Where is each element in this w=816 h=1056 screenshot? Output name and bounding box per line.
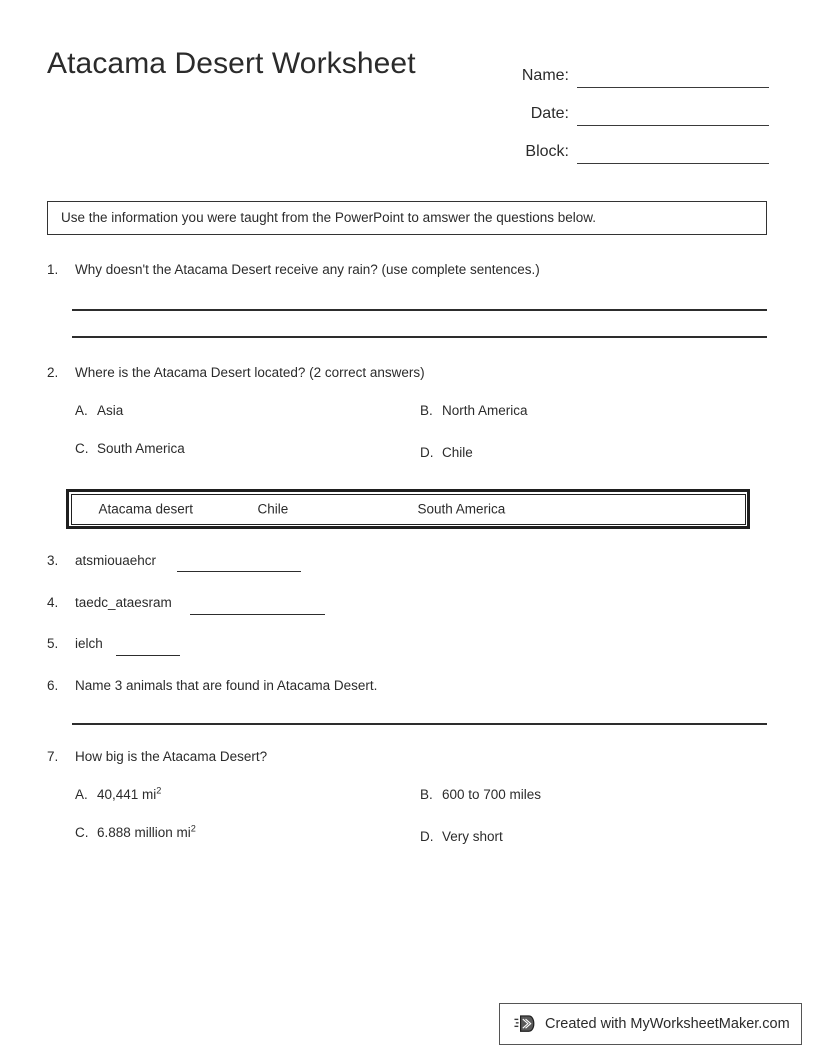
scramble-4-number: 4. — [47, 595, 59, 610]
footer-attribution-badge[interactable] — [499, 1003, 802, 1045]
question-1-answer-line-2[interactable] — [72, 336, 767, 338]
question-7-option-a[interactable] — [75, 787, 161, 802]
instructions-text: Use the information you were taught from the PowerPoint to amswer the questions below. — [61, 210, 597, 225]
student-info-fields — [469, 50, 769, 164]
date-input-line[interactable] — [577, 104, 769, 126]
question-7-option-d-label: Very short — [442, 829, 503, 844]
question-2-option-d-label: Chile — [442, 445, 473, 460]
scramble-4-word: taedc_ataesram — [75, 595, 172, 610]
question-7-text: How big is the Atacama Desert? — [75, 749, 268, 764]
question-2-option-d-letter: D. — [420, 445, 434, 460]
word-bank-inner-border — [71, 494, 746, 525]
date-field-label: Date: — [530, 105, 569, 122]
question-2-option-c[interactable] — [75, 441, 185, 456]
word-bank-box — [66, 489, 750, 529]
scramble-3-number: 3. — [47, 553, 59, 568]
question-2-number: 2. — [47, 365, 59, 380]
question-2-text: Where is the Atacama Desert located? (2 correct answers) — [75, 365, 425, 380]
date-field-row — [469, 88, 769, 126]
word-bank-word-2[interactable]: Chile — [257, 501, 289, 517]
question-1-text: Why doesn't the Atacama Desert receive any rain? (use complete sentences.) — [75, 262, 540, 277]
word-bank-word-3[interactable]: South America — [417, 501, 506, 517]
block-field-label: Block: — [525, 143, 569, 160]
question-7-option-b[interactable] — [420, 787, 541, 802]
question-7-option-b-letter: B. — [420, 787, 433, 802]
page-title: Atacama Desert Worksheet — [47, 47, 416, 80]
question-7-option-a-superscript: 2 — [156, 785, 162, 796]
question-7-option-d[interactable] — [420, 829, 503, 844]
question-6-text: Name 3 animals that are found in Atacama Desert. — [75, 678, 378, 693]
question-7-option-c[interactable] — [75, 825, 196, 840]
question-7-option-b-label: 600 to 700 miles — [442, 787, 542, 802]
question-2-option-b[interactable] — [420, 403, 528, 418]
scramble-4-answer-blank[interactable] — [190, 614, 325, 615]
footer-attribution-text: Created with MyWorksheetMaker.com — [545, 1016, 790, 1032]
question-2-option-a-label: Asia — [97, 403, 124, 418]
instructions-box — [47, 201, 767, 235]
scramble-3-answer-blank[interactable] — [177, 571, 301, 572]
name-field-row — [469, 50, 769, 88]
scramble-5-word: ielch — [75, 636, 103, 651]
worksheet-header — [47, 44, 769, 174]
name-input-line[interactable] — [577, 66, 769, 88]
question-6-answer-line-1[interactable] — [72, 723, 767, 725]
question-7-option-c-letter: C. — [75, 825, 89, 840]
word-bank-word-1[interactable]: Atacama desert — [98, 501, 194, 517]
scramble-5-answer-blank[interactable] — [116, 655, 180, 656]
block-field-row — [469, 126, 769, 164]
question-7-option-c-label: 6.888 million mi — [97, 825, 191, 840]
worksheet-maker-logo-icon — [514, 1013, 536, 1035]
question-2-option-c-letter: C. — [75, 441, 89, 456]
question-2-option-c-label: South America — [97, 441, 185, 456]
question-7-number: 7. — [47, 749, 59, 764]
question-2-option-a-letter: A. — [75, 403, 88, 418]
question-2-option-b-label: North America — [442, 403, 528, 418]
question-2-option-d[interactable] — [420, 445, 473, 460]
question-1-number: 1. — [47, 262, 59, 277]
name-field-label: Name: — [521, 67, 569, 84]
question-6-number: 6. — [47, 678, 59, 693]
question-7-option-a-letter: A. — [75, 787, 88, 802]
question-1-answer-line-1[interactable] — [72, 309, 767, 311]
question-2-option-b-letter: B. — [420, 403, 433, 418]
question-2-option-a[interactable] — [75, 403, 123, 418]
question-7-option-c-superscript: 2 — [190, 823, 196, 834]
block-input-line[interactable] — [577, 142, 769, 164]
scramble-5-number: 5. — [47, 636, 59, 651]
question-7-option-a-label: 40,441 mi — [97, 787, 157, 802]
question-7-option-d-letter: D. — [420, 829, 434, 844]
scramble-3-word: atsmiouaehcr — [75, 553, 157, 568]
